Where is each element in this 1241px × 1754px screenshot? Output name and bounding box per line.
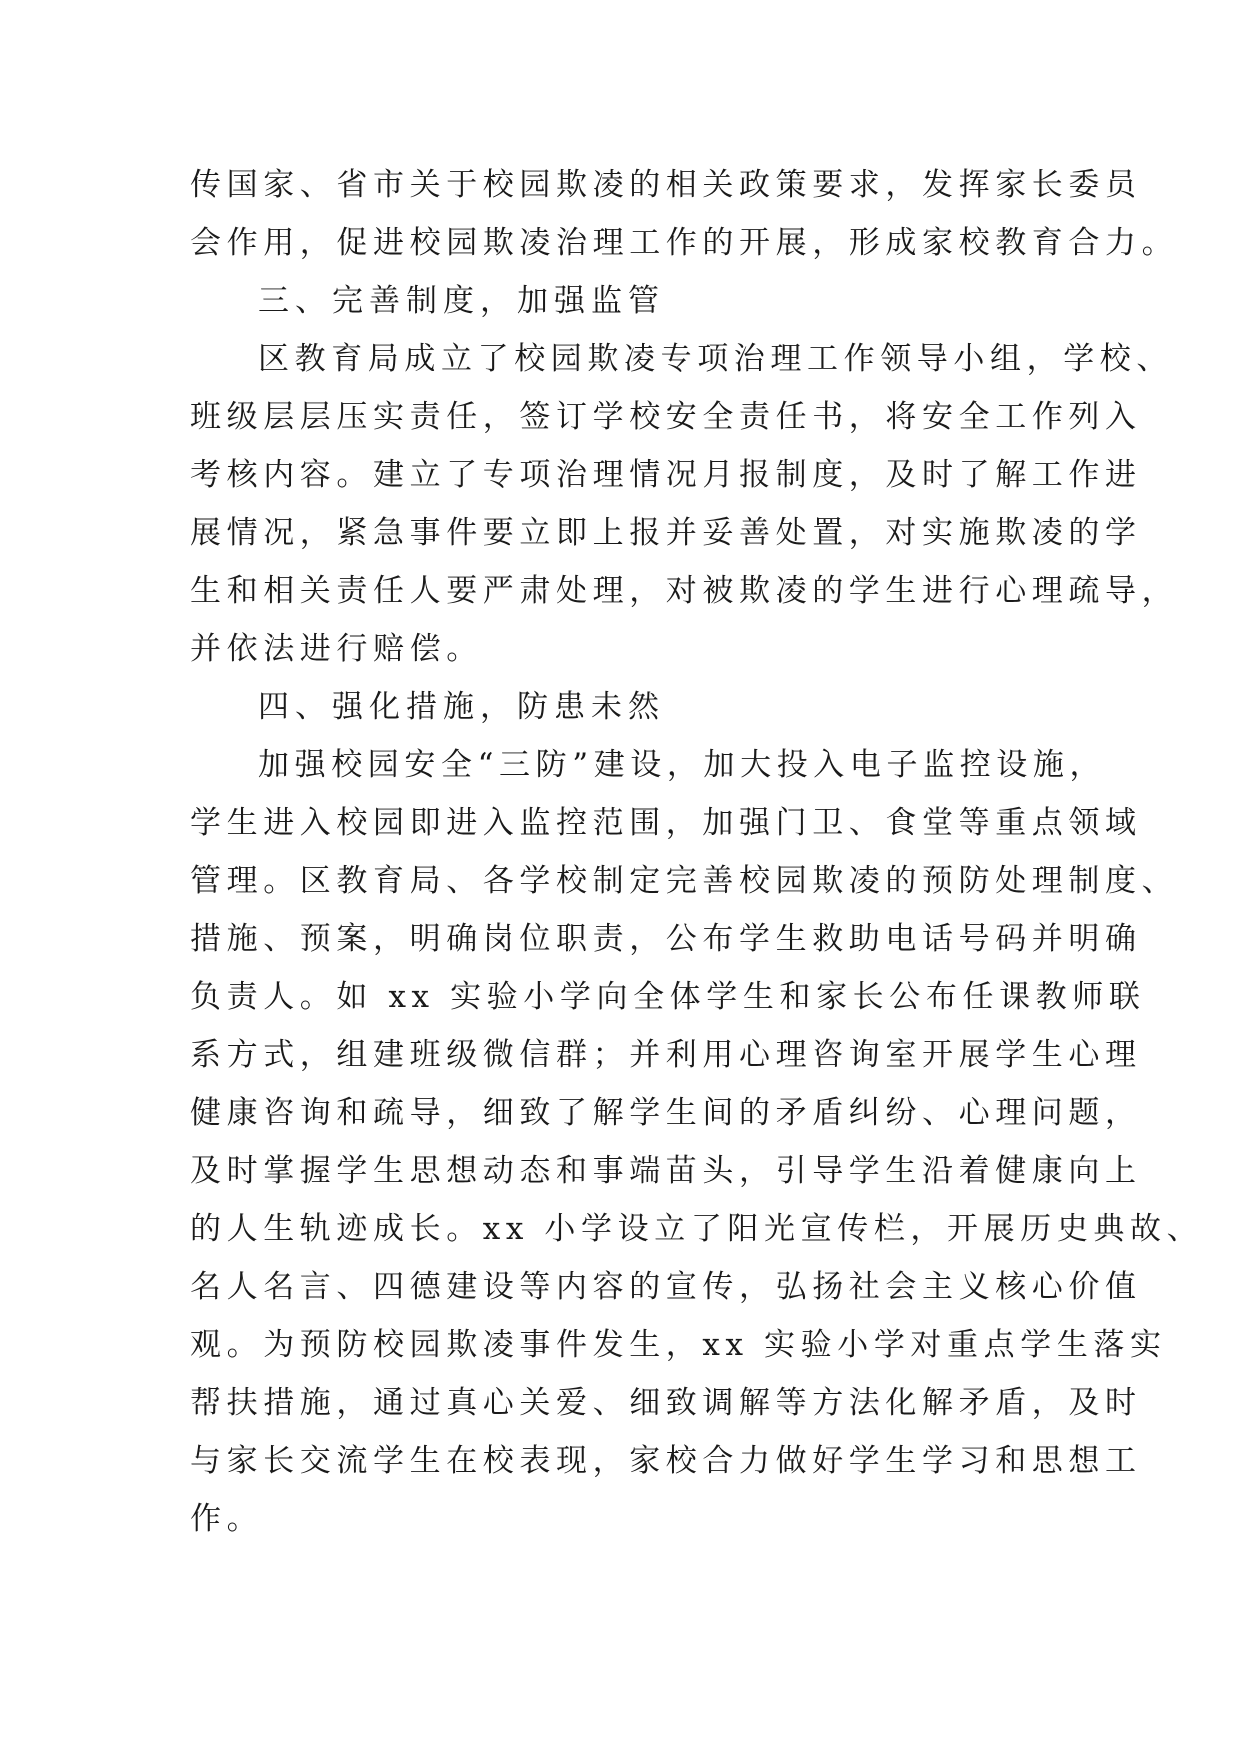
body-line: 会作用，促进校园欺凌治理工作的开展，形成家校教育合力。 (190, 225, 1179, 261)
body-line: 管理。区教育局、各学校制定完善校园欺凌的预防处理制度、 (190, 863, 1179, 899)
document-body (190, 156, 1204, 1548)
body-line: 并依法进行赔偿。 (190, 631, 483, 667)
body-line: 与家长交流学生在校表现，家校合力做好学生学习和思想工 (190, 1443, 1142, 1479)
body-line: 展情况，紧急事件要立即上报并妥善处置，对实施欺凌的学 (190, 515, 1142, 551)
body-line: 名人名言、四德建设等内容的宣传，弘扬社会主义核心价值 (190, 1269, 1142, 1305)
body-line: 系方式，组建班级微信群；并利用心理咨询室开展学生心理 (190, 1037, 1142, 1073)
body-line: 作。 (190, 1501, 264, 1537)
body-line: 及时掌握学生思想动态和事端苗头，引导学生沿着健康向上 (190, 1153, 1142, 1189)
body-line: 负责人。如 xx 实验小学向全体学生和家长公布任课教师联 (190, 979, 1146, 1015)
body-line: 传国家、省市关于校园欺凌的相关政策要求，发挥家长委员 (190, 167, 1142, 203)
paragraph-start-line: 加强校园安全“三防”建设，加大投入电子监控设施， (258, 747, 1107, 783)
body-line: 措施、预案，明确岗位职责，公布学生救助电话号码并明确 (190, 921, 1142, 957)
body-line: 观。为预防校园欺凌事件发生，xx 实验小学对重点学生落实 (190, 1327, 1167, 1363)
body-line: 帮扶措施，通过真心关爱、细致调解等方法化解矛盾，及时 (190, 1385, 1142, 1421)
body-line: 的人生轨迹成长。xx 小学设立了阳光宣传栏，开展历史典故、 (190, 1211, 1204, 1247)
body-line: 健康咨询和疏导，细致了解学生间的矛盾纠纷、心理问题， (190, 1095, 1142, 1131)
body-line: 班级层层压实责任，签订学校安全责任书，将安全工作列入 (190, 399, 1142, 435)
section-heading-3: 三、完善制度，加强监管 (258, 283, 665, 319)
body-line: 生和相关责任人要严肃处理，对被欺凌的学生进行心理疏导， (190, 573, 1179, 609)
body-line: 学生进入校园即进入监控范围，加强门卫、食堂等重点领域 (190, 805, 1142, 841)
section-heading-4: 四、强化措施，防患未然 (258, 689, 665, 725)
body-line: 考核内容。建立了专项治理情况月报制度，及时了解工作进 (190, 457, 1142, 493)
paragraph-start-line: 区教育局成立了校园欺凌专项治理工作领导小组，学校、 (258, 341, 1173, 377)
